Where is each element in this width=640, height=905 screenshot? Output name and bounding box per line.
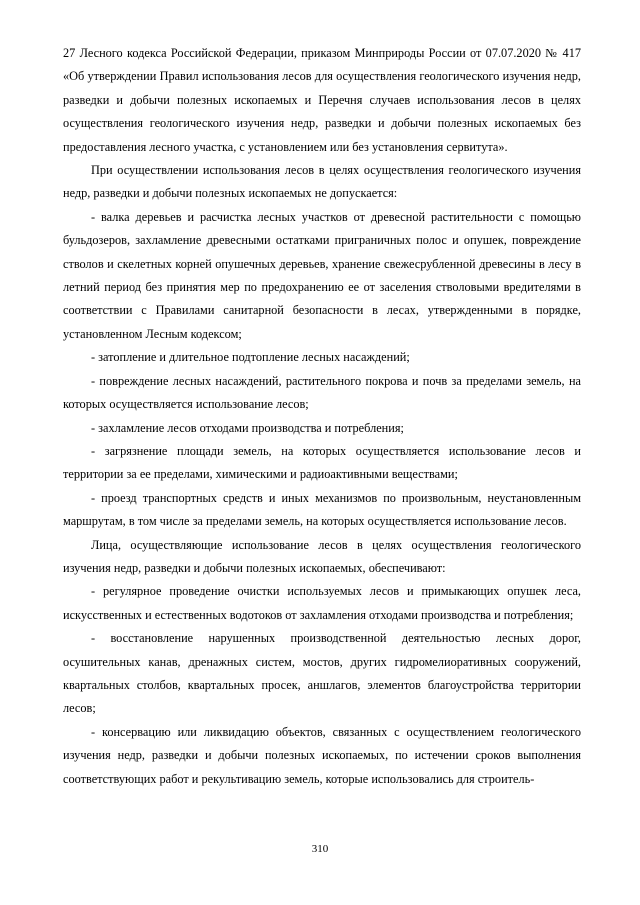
list-item: - захламление лесов отходами производства и потребления; <box>91 420 404 435</box>
paragraph: Лица, осуществляющие использование лесов в целях осуществления геологического изучения недр, разведки и добычи полезных ископаемых, обеспечивают: <box>63 537 581 575</box>
paragraph: 27 Лесного кодекса Российской Федерации, приказом Минприроды России от 07.07.2020 № 417 «Об утверждении Правил использования лесов для осуществления геологического изучения недр, разведки и добычи полезных ископаемых и Перечня случаев использования лесов в целях осуществления геологического изучения недр, разведки и добычи полезных ископаемых без предоставления лесного участка, с установлением или без установления сервитута». <box>63 46 581 154</box>
document-body <box>63 42 581 791</box>
list-item: - проезд транспортных средств и иных механизмов по произвольным, неустановленным маршрутам, в том числе за пределами земель, на которых осуществляется использование лесов. <box>63 490 581 529</box>
list-item: - регулярное проведение очистки используемых лесов и примыкающих опушек леса, искусственных и естественных водотоков от захламления отходами производства и потребления; <box>63 584 581 622</box>
list-item: - повреждение лесных насаждений, растительного покрова и почв за пределами земель, на которых осуществляется использование лесов; <box>63 373 581 412</box>
list-item: - валка деревьев и расчистка лесных участков от древесной растительности с помощью бульдозеров, захламление древесными остатками приграничных полос и опушек, повреждение стволов и скелетных корней опушечных деревьев, хранение свежесрубленной древесины в лесу в летний период без принятия мер по предохранению ее от заселения стволовыми вредителями в соответствии с Правилами санитарной безопасности в лесах, утвержденными в порядке, установленном Лесным кодексом; <box>63 209 581 341</box>
list-item: - восстановление нарушенных производственной деятельностью лесных дорог, осушительных канав, дренажных систем, мостов, других гидромелиоративных сооружений, квартальных столбов, квартальных просек, аншлагов, элементов благоустройства территории лесов; <box>63 631 581 716</box>
list-item: - консервацию или ликвидацию объектов, связанных с осуществлением геологического изучения недр, разведки и добычи полезных ископаемых, по истечении сроков выполнения соответствующих работ и рекультивацию земель, которые использовались для строитель- <box>63 724 581 786</box>
list-item: - загрязнение площади земель, на которых осуществляется использование лесов и территории за ее пределами, химическими и радиоактивными веществами; <box>63 443 581 482</box>
list-item: - затопление и длительное подтопление лесных насаждений; <box>91 350 410 365</box>
page-number: 310 <box>311 843 329 855</box>
paragraph: При осуществлении использования лесов в целях осуществления геологического изучения недр, разведки и добычи полезных ископаемых не допускается: <box>63 163 581 201</box>
